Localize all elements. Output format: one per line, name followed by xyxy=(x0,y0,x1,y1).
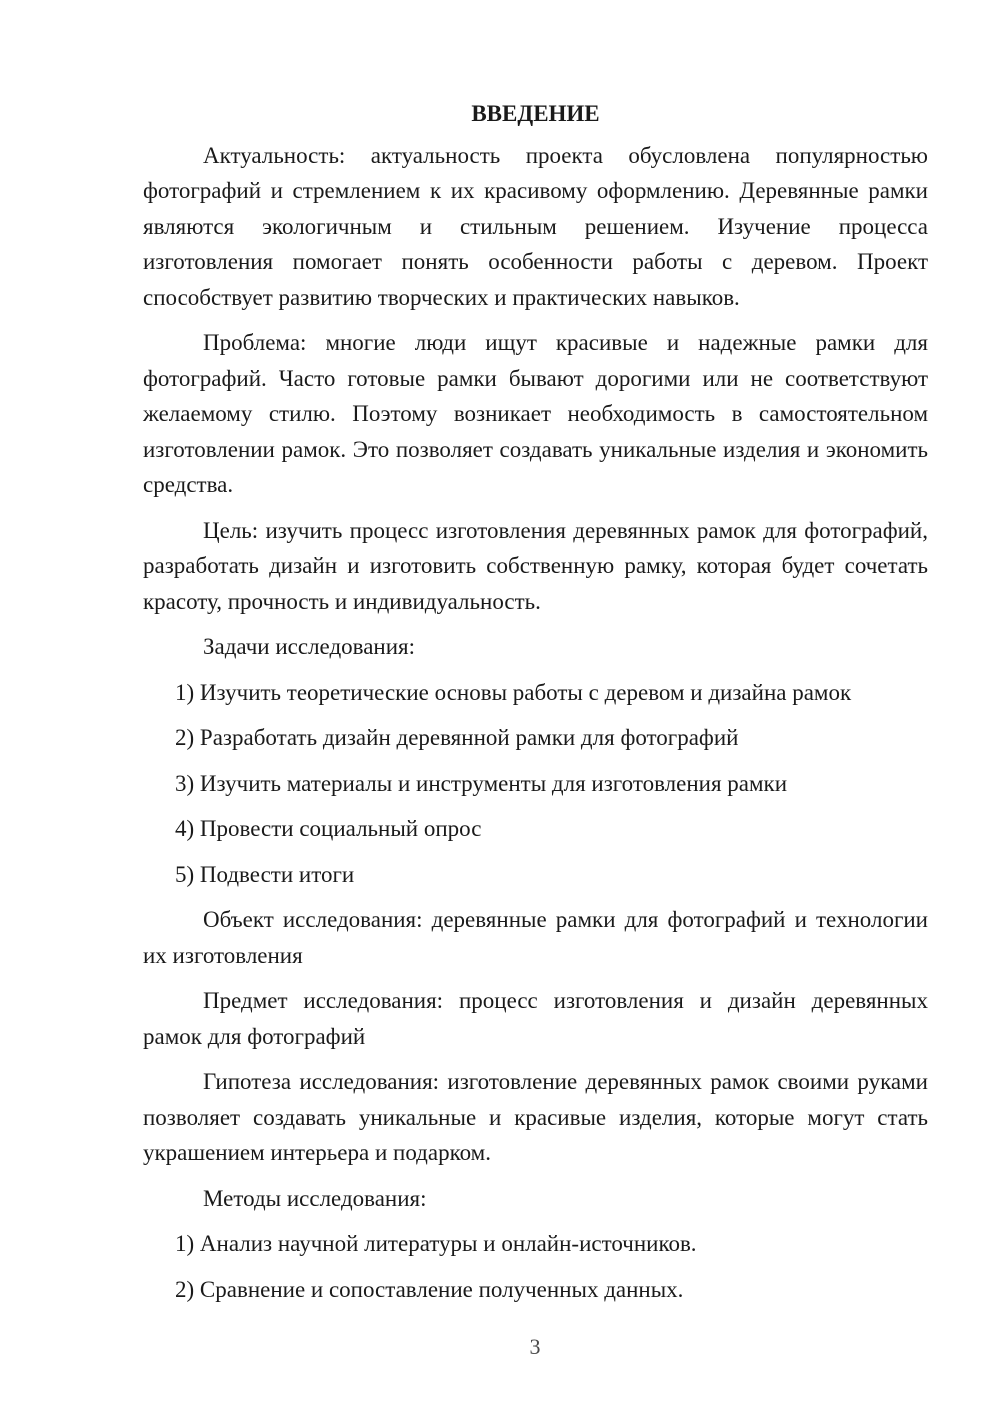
relevance-paragraph: Актуальность: актуальность проекта обусловлена популярностью фотографий и стремлением к их красивому оформлению. Деревянные рамки являются экологичным и стильным решением. Изучение процесса изготовления помогает понять особенности работы с деревом. Проект способствует развитию творческих и практических навыков. xyxy=(143,142,928,310)
section-heading: ВВЕДЕНИЕ xyxy=(471,101,600,126)
list-item: 2) Разработать дизайн деревянной рамки для фотографий xyxy=(175,725,739,750)
list-item: 2) Сравнение и сопоставление полученных данных. xyxy=(175,1276,684,1302)
tasks-list xyxy=(143,675,928,893)
subject-paragraph: Предмет исследования: процесс изготовления и дизайн деревянных рамок для фотографий xyxy=(143,988,928,1049)
hypothesis-paragraph: Гипотеза исследования: изготовление деревянных рамок своими руками позволяет создавать уникальные и красивые изделия, которые могут стать украшением интерьера и подарком. xyxy=(143,1069,928,1165)
page-content xyxy=(143,96,928,1317)
tasks-label: Задачи исследования: xyxy=(203,634,416,659)
list-item: 3) Изучить материалы и инструменты для изготовления рамки xyxy=(175,770,788,796)
list-item: 5) Подвести итоги xyxy=(175,861,355,887)
list-item: 4) Провести социальный опрос xyxy=(175,816,482,841)
problem-paragraph: Проблема: многие люди ищут красивые и надежные рамки для фотографий. Часто готовые рамки бывают дорогими или не соответствуют желаемому стилю. Поэтому возникает необходимость в самостоятельном изготовлении рамок. Это позволяет создавать уникальные изделия и экономить средства. xyxy=(143,330,928,497)
page-number: 3 xyxy=(529,1334,541,1359)
object-paragraph: Объект исследования: деревянные рамки для фотографий и технологии их изготовления xyxy=(143,907,928,968)
list-item: 1) Изучить теоретические основы работы с деревом и дизайна рамок xyxy=(175,679,852,705)
methods-list xyxy=(143,1226,928,1307)
list-item: 1) Анализ научной литературы и онлайн-источников. xyxy=(175,1231,697,1256)
goal-paragraph: Цель: изучить процесс изготовления деревянных рамок для фотографий, разработать дизайн и изготовить собственную рамку, которая будет сочетать красоту, прочность и индивидуальность. xyxy=(143,517,928,614)
methods-label: Методы исследования: xyxy=(203,1185,427,1211)
